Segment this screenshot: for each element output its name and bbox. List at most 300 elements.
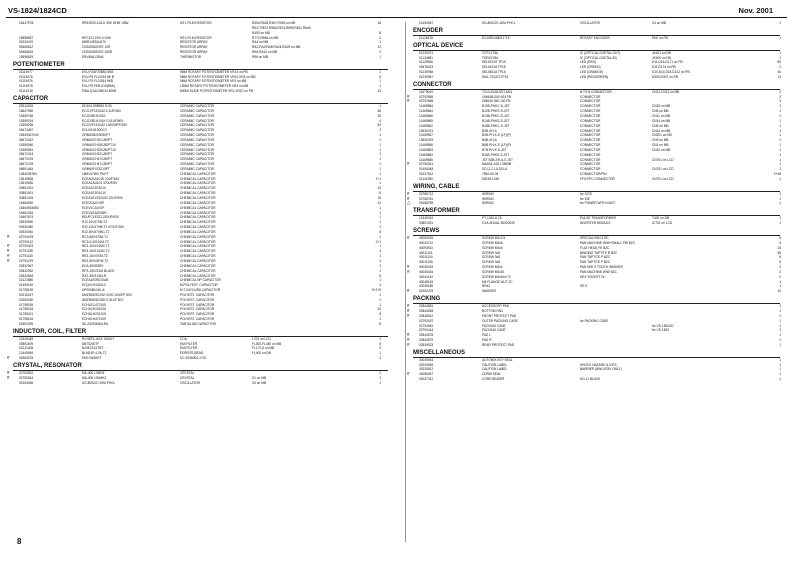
part-part-number: 40011106 — [419, 260, 433, 265]
part-part-number: 02754478 — [19, 234, 34, 239]
part-marker: # — [407, 338, 410, 343]
part-part-name: CERAMIC CAPACITOR — [180, 152, 214, 157]
part-description: EVU F5 FEB A10(B5A) — [82, 84, 115, 89]
part-part-name: CHEMICAL CAPACITOR — [180, 263, 216, 268]
part-description: RC3-65V470M-T2 — [82, 234, 108, 239]
part-quantity: 5+2+5 — [371, 288, 381, 293]
part-quantity: 1 — [779, 50, 781, 55]
part-quantity: 1 — [779, 152, 781, 157]
part-part-number: 01114978 — [19, 74, 33, 79]
part-part-name: for IDE — [580, 196, 590, 201]
part-part-number: 02832052 — [19, 268, 34, 273]
part-part-number: 02844048 — [419, 308, 434, 313]
part-location: CN201 on DB — [652, 133, 672, 138]
part-description: GRM40CH471J50PT — [82, 162, 113, 167]
part-part-number: 03930450 — [19, 225, 34, 230]
part-description: AUTOMIX KEY SEAL — [482, 357, 513, 362]
part-part-number: 40011104 — [419, 255, 433, 260]
part-quantity: 1 — [379, 157, 381, 162]
part-part-number: 02792589 — [419, 94, 434, 99]
part-description: UP050B104K-A — [82, 288, 105, 293]
part-quantity: 16 — [377, 21, 381, 25]
part-row — [413, 377, 780, 382]
part-description: 16MV47WX PM+T — [82, 171, 109, 176]
part-part-number: 01141990 — [419, 176, 433, 181]
part-part-number: 01798159 — [19, 288, 34, 293]
part-part-number: 02794081 — [419, 323, 434, 328]
part-part-number: 02794414 — [419, 328, 434, 333]
part-part-name: CHEMICAL CAPACITOR — [180, 220, 216, 225]
part-part-name: CERAMIC CAPACITOR — [180, 123, 214, 128]
part-quantity: 2+45 — [773, 172, 781, 177]
part-quantity: 1 — [379, 371, 381, 375]
part-part-number: 11469566 — [419, 113, 433, 118]
part-description: B12B-PHKS-S-JST — [482, 109, 510, 114]
part-quantity: 1 — [779, 372, 781, 377]
part-quantity: 2 — [379, 128, 381, 133]
part-location: L700 on LCD — [252, 336, 271, 341]
section-title: ENCODER — [413, 26, 780, 36]
part-description: ECEA1E0S010UB — [82, 278, 109, 283]
part-part-number: 02752644 — [19, 375, 34, 380]
part-part-number: 40093911 — [419, 245, 433, 250]
part-part-name: PAN MACHINE W/W+SMALL PW BZC — [580, 240, 636, 245]
part-part-number: 13619630 — [19, 181, 34, 186]
part-marker: # — [407, 313, 410, 318]
document-title: VS-1824/1824CD — [8, 6, 67, 15]
part-quantity: 1 — [379, 220, 381, 225]
part-part-number: 01798421 — [19, 312, 34, 317]
part-part-number: 01129946 — [419, 60, 433, 65]
part-quantity: 46 — [377, 108, 381, 113]
part-part-name: SHOCK HAZARD & ICES — [580, 362, 617, 367]
part-part-name: CONNECTOR — [580, 147, 601, 152]
part-description: CXA-M10AL 36000030 — [482, 221, 515, 226]
part-quantity: 5 — [379, 273, 381, 278]
part-quantity: 1 — [379, 225, 381, 230]
part-quantity: 1 — [779, 284, 781, 289]
part-quantity: 1 — [379, 268, 381, 273]
part-quantity: 1 — [779, 333, 781, 338]
part-part-name: CONNECTOR — [580, 167, 601, 172]
part-marker: # — [407, 236, 410, 240]
part-part-name: MTL.FILM RESISTOR — [180, 21, 212, 25]
part-part-number: 11469564 — [419, 109, 433, 114]
part-part-number: 00234470 — [19, 40, 34, 45]
part-quantity: 1 — [379, 336, 381, 341]
part-part-name: POLYEST. CAPACITOR — [180, 317, 215, 322]
part-description: EVU F5 FL3 B54 5KB — [82, 79, 114, 84]
part-part-name: TANTALUM CAPACITOR — [180, 321, 216, 326]
part-part-name: CHEMICAL CAPACITOR — [180, 171, 216, 176]
part-part-name: CERAMIC CAPACITOR — [180, 147, 214, 152]
part-description: RE3-10V221M2-T2 — [82, 244, 110, 249]
part-quantity: 1 — [379, 351, 381, 356]
part-description: B6B-PH-K-S (LF)(P) — [482, 143, 511, 148]
part-description: GRM40CH101J50PT — [82, 137, 113, 142]
part-part-name: UC-3035004-1*15 — [180, 356, 206, 361]
part-part-name: M.T.ZAYCURA CAPACITOR — [180, 288, 221, 293]
part-location: D10,D14,D18-D122 on PB — [652, 70, 690, 75]
part-part-name: LED (RED) — [580, 60, 596, 65]
part-part-name: CONNECTOR — [580, 109, 601, 114]
part-location: R96 on MB — [252, 54, 268, 59]
part-description: RJ2-50V470MC-T2 — [82, 229, 110, 234]
part-part-name: CONNECTOR — [580, 128, 601, 133]
part-location: X4 on MB — [652, 21, 666, 25]
part-quantity: 1 — [779, 21, 781, 25]
part-description: SEL5821A TP15 — [482, 70, 506, 75]
part-quantity: 16 — [377, 196, 381, 200]
part-description: GRM40CH220J50PT10 — [82, 147, 116, 152]
column-divider — [405, 22, 406, 542]
section-title: CRYSTAL, RESONATOR — [13, 361, 388, 371]
part-part-number: 11469562 — [419, 123, 433, 128]
parts-section — [407, 348, 781, 382]
part-part-name: 9MM ROTARY POTENTIOMETER VR14 on PB — [180, 69, 248, 74]
part-part-name: CONNECTOR — [580, 143, 601, 148]
part-quantity: 1 — [779, 191, 781, 196]
part-part-number: 13630474 — [419, 128, 434, 133]
part-marker: # — [7, 249, 10, 254]
part-description: RPC10J 1R4 1/10W — [82, 35, 111, 40]
part-description: ECHU1H472JX5 — [82, 317, 106, 322]
part-quantity: 5 — [379, 346, 381, 351]
part-quantity: 54 — [377, 123, 381, 128]
part-part-name: CHEMICAL CAPACITOR — [180, 239, 216, 244]
part-quantity: 1 — [779, 104, 781, 109]
parts-section — [13, 21, 388, 60]
part-marker: # — [407, 333, 410, 338]
part-description: RRE2000-118-D 39K OHM 1/8W — [82, 21, 129, 25]
part-location: IC701 on LCD — [652, 221, 673, 226]
part-part-name: SPECIAL PAN 3 RC — [580, 236, 609, 240]
part-part-number: 15461254 — [19, 210, 34, 215]
part-location: R453 on MB — [252, 30, 270, 35]
part-quantity: 1 — [779, 113, 781, 118]
part-quantity: 1 — [779, 133, 781, 138]
section-title: SCREWS — [413, 226, 780, 236]
part-part-number: 00891001 — [19, 191, 34, 196]
part-part-number: 06474467 — [19, 128, 34, 133]
part-description: ECEV1EA1R25R — [82, 210, 107, 215]
part-description: WIRING — [482, 201, 494, 206]
part-location: CN15 on MB — [652, 104, 671, 109]
part-quantity: 6 — [779, 236, 781, 240]
part-part-number: 11469584 — [419, 152, 433, 157]
part-part-number: 01134881 — [419, 55, 433, 60]
part-quantity: 8 — [379, 321, 381, 326]
part-part-name: ROTARY ENCODER — [580, 35, 610, 40]
part-marker: # — [407, 304, 410, 309]
part-part-name: CHEMICAL CAPACITOR — [180, 215, 216, 220]
part-location: CN14 on MB — [652, 128, 671, 133]
part-marker: # — [407, 342, 410, 347]
part-part-number: 15464930 — [19, 200, 34, 205]
part-part-name: CONNECTOR — [580, 99, 601, 104]
part-quantity: 1 — [379, 205, 381, 210]
part-part-number: 12449494 — [19, 351, 34, 356]
part-quantity: 4 — [779, 240, 781, 245]
part-quantity: 8 — [379, 312, 381, 317]
part-part-name: CHEMICAL CAPACITOR — [180, 205, 216, 210]
part-part-name: IC (OPTICAL DIGITAL OUT) — [580, 50, 621, 55]
part-part-number: 40049044 — [419, 357, 434, 362]
part-location: JK401 on DB — [652, 50, 671, 55]
part-part-number: 01658765 — [419, 201, 434, 206]
part-part-name: CHEMICAL NP CAPACITOR — [180, 278, 221, 283]
part-location: JK400 on DB — [652, 55, 671, 60]
part-quantity: 5 — [379, 341, 381, 346]
part-description: PAD R — [482, 338, 492, 343]
part-quantity: 1 — [379, 292, 381, 297]
part-quantity: 1 — [779, 123, 781, 128]
part-part-number: 01891099 — [19, 321, 34, 326]
part-quantity: 1 — [779, 318, 781, 323]
part-quantity: 1 — [779, 176, 781, 181]
section-title: MISCELLANEOUS — [413, 348, 780, 358]
part-description: SCREW M4x20 — [482, 269, 505, 274]
part-part-number: 02563078 — [19, 356, 34, 361]
part-marker: # — [407, 191, 410, 196]
part-marker: # — [407, 196, 410, 201]
part-part-name: CONNECTOR — [580, 94, 601, 99]
part-part-number: 00891415 — [19, 196, 34, 200]
part-quantity: 1 — [379, 40, 381, 45]
parts-section — [413, 26, 780, 41]
parts-section — [407, 182, 781, 207]
part-marker: # — [7, 254, 10, 259]
part-part-number: 15464934680 — [19, 205, 39, 210]
part-part-number: 02844579 — [419, 338, 434, 343]
part-part-name: for POWER WITH INLET — [580, 201, 616, 206]
part-quantity: 2 — [379, 356, 381, 361]
part-description: SCREW 3x8 — [482, 250, 500, 255]
section-title: POTENTIOMETER — [13, 60, 388, 70]
part-location: EN2 on PB — [652, 35, 668, 40]
part-part-number: 02832654 — [19, 273, 34, 278]
part-part-name: IC (OPTICAL DIGITAL IN) — [580, 55, 617, 60]
part-quantity: 12 — [377, 45, 381, 50]
part-quantity: 2+1 — [375, 239, 381, 244]
part-part-number: 03910033 — [19, 103, 34, 108]
part-part-number: 02237512 — [419, 172, 434, 177]
header-rule — [6, 17, 787, 18]
part-part-name: FLAT HEAD FE BZC — [580, 245, 610, 250]
part-part-number: 40230545 — [419, 362, 434, 367]
part-description: B4B-XH-A — [482, 138, 497, 143]
part-marker: # — [407, 308, 410, 313]
part-description: WIRING — [482, 191, 494, 196]
part-quantity: 1 — [379, 234, 381, 239]
part-quantity: 1 — [779, 162, 781, 167]
part-quantity: 1 — [779, 201, 781, 206]
section-title: OPTICAL DEVICE — [413, 41, 780, 51]
part-description: B10B-PHKC-S-JST — [482, 104, 510, 109]
part-description: EC16R2454M 1*15 — [482, 35, 510, 40]
part-description: AMZ9050D103K 0.01UF 50V — [82, 297, 124, 302]
part-part-name: LED (RED/GREEN) — [580, 74, 609, 79]
part-quantity: 1 — [379, 380, 381, 385]
document-date: Nov. 2001 — [738, 6, 773, 15]
part-quantity: 1 — [779, 128, 781, 133]
part-part-number: 15417F26 — [19, 21, 34, 25]
part-quantity: 1 — [379, 375, 381, 380]
part-quantity: 1 — [379, 162, 381, 167]
part-location: FL1-FL5 on MB — [252, 346, 275, 351]
part-part-number: 00216247 — [19, 292, 34, 297]
part-description: N20E2124TR2 — [82, 346, 104, 351]
part-part-name: CRYSTAL — [180, 375, 195, 380]
part-description: PT-1024-6-15 — [482, 216, 502, 221]
part-location: CN14 on MB — [652, 118, 671, 123]
part-part-name: RESISTOR ARRAY — [180, 50, 208, 55]
part-part-number: 02121405 — [19, 346, 34, 351]
part-part-number: 06672413 — [19, 152, 34, 157]
part-part-number: 40043712 — [419, 240, 434, 245]
part-part-number: 01126478 — [419, 35, 433, 40]
part-description: CAUTION LABEL — [482, 367, 508, 372]
part-part-number: 02754041 — [419, 162, 434, 167]
part-part-number: 01454036 — [19, 380, 34, 385]
part-quantity: 25 — [377, 113, 381, 118]
part-part-number: 01230956 — [419, 70, 434, 75]
part-location: CN10 on MB — [652, 147, 671, 152]
page-number: 8 — [17, 537, 22, 546]
part-description: EEUFC1E221 220UF/63V — [82, 215, 120, 220]
part-description: RE3-50V4R7M-T2 — [82, 258, 109, 263]
part-location: X3 on MB — [252, 380, 266, 385]
part-part-name: CHEMICAL CAPACITOR — [180, 273, 216, 278]
part-description: EVU F2AF20B53 5KB — [82, 69, 114, 74]
part-description: EWA Q1AC1B034 50KB — [82, 89, 117, 94]
parts-section — [7, 94, 388, 327]
part-description: EVU F5 FL3 E45 8K B — [82, 74, 114, 79]
part-quantity: 1 — [779, 109, 781, 114]
part-part-name: 9MM ROTARY POTENTIOMETER VR1 on MB — [180, 79, 247, 84]
part-description: 1456AB-050-003 FB — [482, 94, 512, 99]
part-description: CDRW SEAL — [482, 372, 501, 377]
part-quantity: 1 — [379, 215, 381, 220]
section-title: TRANSFORMER — [413, 206, 780, 216]
part-description: OUTER PACKING CASE — [482, 318, 518, 323]
part-quantity: 8 — [379, 30, 381, 35]
parts-list-right-column — [407, 21, 781, 382]
part-location: CN1 on MB — [652, 143, 669, 148]
part-location: CN6 on MB — [652, 109, 669, 114]
part-quantity: 1 — [779, 313, 781, 318]
part-description: ECEA1EV222U00 22UF/50V — [82, 196, 124, 200]
part-part-name: PAN MACHINE W/W BZC — [580, 269, 617, 274]
part-description: ECHU1H222JX5 — [82, 312, 106, 317]
part-description: S2J-2,2-10-320-A — [482, 167, 508, 172]
part-part-number: 00891001 — [19, 186, 34, 191]
part-part-number: 02791130 — [19, 254, 33, 259]
part-description: ECUV1H100DCV — [82, 128, 107, 133]
part-description: RC3-6.3V101M-T2 — [82, 239, 109, 244]
part-description: WIRING — [482, 196, 494, 201]
part-description: B4B-PH-K-S (LF)(P) — [482, 133, 511, 138]
part-quantity: 1 — [779, 304, 781, 309]
part-quantity: 8 — [379, 229, 381, 234]
part-description: SCREW M4x40x7.9 — [482, 274, 511, 279]
part-part-number: 01114978 — [19, 84, 33, 89]
part-part-number: 02786712 — [419, 191, 434, 196]
part-location: CN701 on LCD — [652, 157, 674, 162]
section-title: CONNECTOR — [413, 80, 780, 90]
part-description: RE3-16V101M2-T2 — [82, 249, 110, 254]
part-part-number: 01798415 — [19, 307, 34, 312]
part-location: D300-D307 on PB — [652, 74, 678, 79]
part-description: SCREW 3x8 — [482, 255, 500, 260]
part-part-name: RESISTOR ARRAY — [180, 45, 208, 50]
part-part-number: 11679044 — [419, 89, 433, 94]
part-description: SG-8002JC-40M-PHCL — [482, 21, 516, 25]
part-part-number: 01114218 — [19, 89, 33, 94]
part-part-number: 12449415 — [419, 216, 434, 221]
parts-section — [413, 41, 780, 80]
part-part-name: CHEMICAL CAPACITOR — [180, 268, 216, 273]
part-part-number: 02849523 — [419, 342, 434, 347]
part-location: CN701 on LCD — [652, 167, 674, 172]
part-part-number: 16647050 — [19, 108, 34, 113]
part-description: ERV45A125VA — [82, 54, 104, 59]
part-description: TORX178A — [482, 55, 499, 60]
part-quantity: 2 — [379, 35, 381, 40]
part-part-number: 02848512 — [419, 313, 434, 318]
part-quantity: 15 — [777, 245, 781, 250]
part-quantity: 1 — [379, 302, 381, 307]
part-part-number: 00678423 — [419, 65, 434, 70]
part-description: ECHU1C472JX5 — [82, 302, 106, 307]
part-part-name: CERAMIC CAPACITOR — [180, 113, 214, 118]
part-description: ECHU1H103JX5 — [82, 307, 106, 312]
part-quantity: 1 — [779, 147, 781, 152]
part-part-number: 1364035780 — [19, 171, 37, 176]
part-description: TOTX178A — [482, 50, 498, 55]
part-location: R517,R572,R566,R574,R599,R611,R646, — [252, 25, 312, 30]
part-part-name: 12MM ROTARY POTENTIOMETER VR3 on MB — [180, 84, 249, 89]
part-description: B11B-PHKS-S-JST — [482, 152, 510, 157]
part-part-name: FERRITE BEAD — [180, 351, 204, 356]
part-location: RA9,RA10 on MB — [252, 50, 278, 55]
part-part-number: 15461874 — [19, 215, 34, 220]
part-part-name: COIL — [180, 336, 188, 341]
part-part-number: 02792665 — [419, 99, 434, 104]
parts-section — [407, 80, 781, 182]
part-part-number: 01230967 — [419, 74, 434, 79]
part-quantity: 10 — [377, 186, 381, 191]
part-marker: # — [7, 371, 10, 375]
part-description: SEL5421A TP15 — [482, 65, 506, 70]
part-quantity: 1 — [379, 84, 381, 89]
part-part-number: 02786781 — [419, 196, 434, 201]
part-quantity: 1 — [379, 317, 381, 322]
part-description: REAR PROTECT PAD — [482, 342, 515, 347]
part-part-name: CHEMICAL CAPACITOR — [180, 225, 216, 230]
part-part-number: 40041134 — [419, 274, 433, 279]
part-marker: # — [407, 265, 410, 270]
part-part-name: CERAMIC CAPACITOR — [180, 133, 214, 138]
parts-section — [407, 226, 781, 294]
part-marker: # — [407, 99, 410, 104]
part-part-number: 11469586 — [419, 157, 433, 162]
part-part-name: EMI FILTER — [180, 341, 198, 346]
part-description: BLM31P-4-06-T2 — [82, 351, 107, 356]
part-part-number: 40048145 — [419, 279, 434, 284]
part-part-name: THERMISTOR — [180, 54, 202, 59]
part-description: RJ2-10V470M-T2 — [82, 220, 108, 225]
